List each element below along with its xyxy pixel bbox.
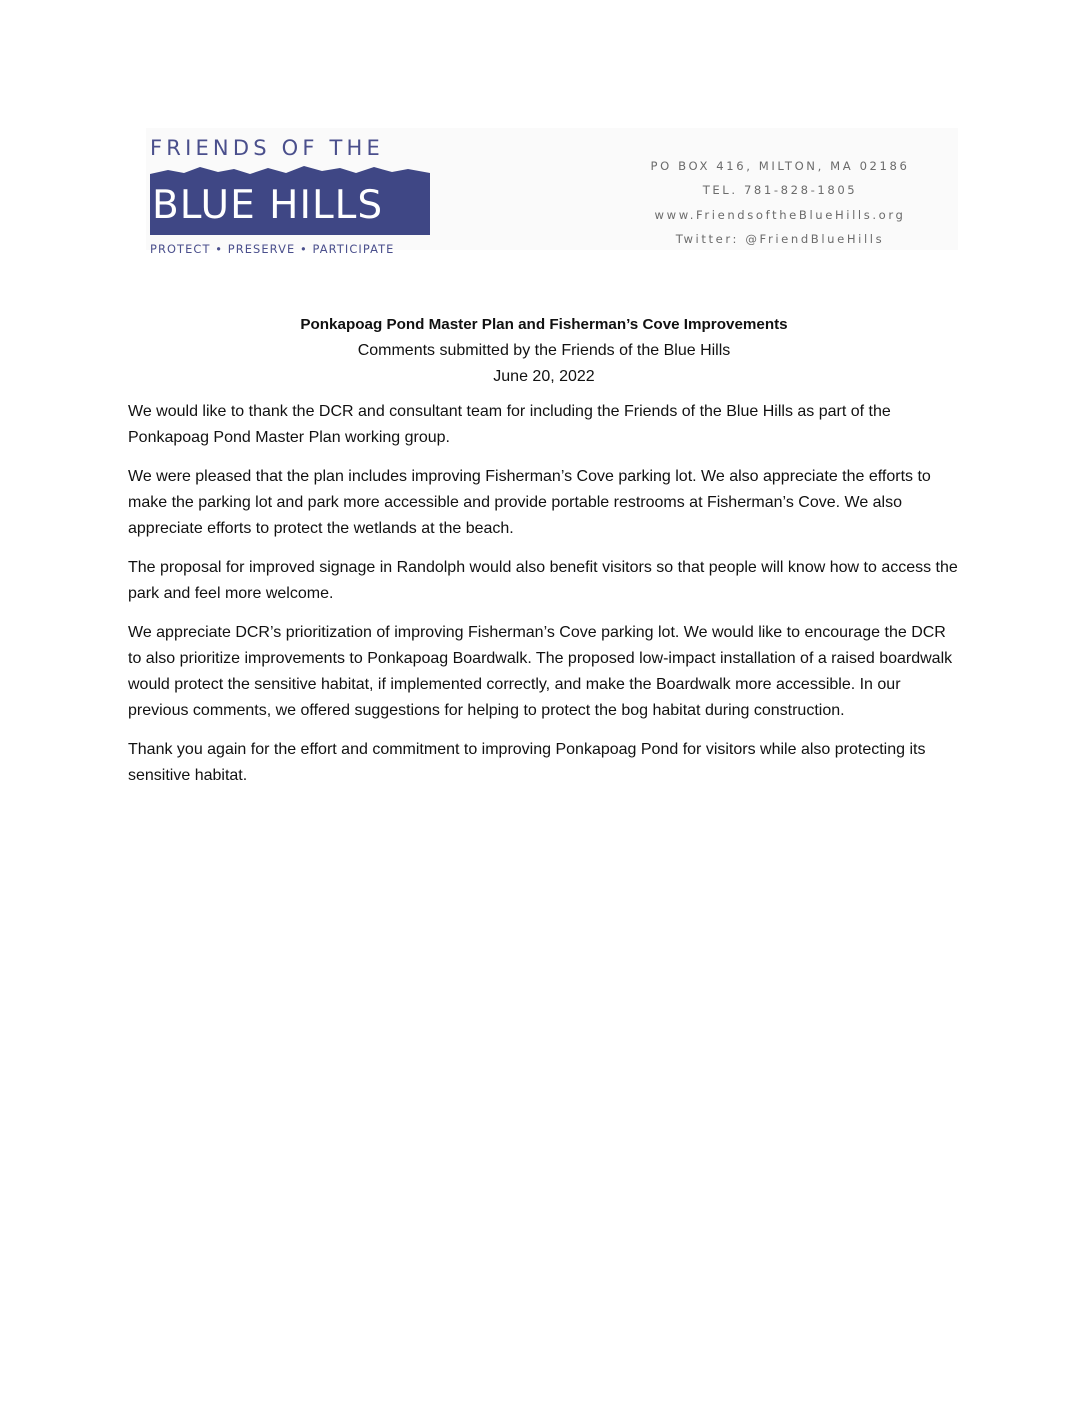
- document-subtitle: Comments submitted by the Friends of the Blue Hills: [357, 342, 731, 359]
- organization-logo: [150, 136, 432, 256]
- paragraph: Thank you again for the effort and commitment to improving Ponkapoag Pond for visitors while also protecting its sensitive habitat.: [128, 741, 926, 784]
- contact-block: [610, 154, 950, 251]
- logo-tagline: PROTECT • PRESERVE • PARTICIPATE: [150, 242, 395, 256]
- document-date: June 20, 2022: [493, 368, 595, 385]
- contact-address: PO BOX 416, MILTON, MA 02186: [650, 159, 910, 173]
- contact-website[interactable]: www.FriendsoftheBlueHills.org: [654, 207, 906, 222]
- logo-hills-band: [150, 164, 430, 235]
- paragraph: We were pleased that the plan includes improving Fisherman’s Cove parking lot. We also appreciate the efforts to make the parking lot and park more accessible and provide portable restrooms at Fisherman’s Cove. We also appreciate efforts to protect the wetlands at the beach.: [128, 468, 931, 537]
- contact-phone: TEL. 781-828-1805: [702, 183, 858, 198]
- paragraph: We appreciate DCR’s prioritization of improving Fisherman’s Cove parking lot. We would like to encourage the DCR to also prioritize improvements to Ponkapoag Boardwalk. The proposed low-impact installation of a raised boardwalk would protect the sensitive habitat, if implemented correctly, and make the Boardwalk more accessible. In our previous comments, we offered suggestions for helping to protect the bog habitat during construction.: [128, 624, 953, 719]
- contact-twitter[interactable]: Twitter: @FriendBlueHills: [675, 231, 885, 246]
- logo-top-text: FRIENDS OF THE: [150, 136, 384, 160]
- paragraph: We would like to thank the DCR and consultant team for including the Friends of the Blue Hills as part of the Ponkapoag Pond Master Plan working group.: [128, 403, 891, 446]
- document-heading: [0, 312, 1088, 390]
- document-body: [128, 399, 960, 802]
- logo-main-text: BLUE HILLS: [152, 183, 384, 228]
- paragraph: The proposal for improved signage in Randolph would also benefit visitors so that people will know how to access the park and feel more welcome.: [128, 559, 958, 602]
- document-title: Ponkapoag Pond Master Plan and Fisherman’s Cove Improvements: [300, 316, 788, 333]
- letterhead: [146, 128, 958, 256]
